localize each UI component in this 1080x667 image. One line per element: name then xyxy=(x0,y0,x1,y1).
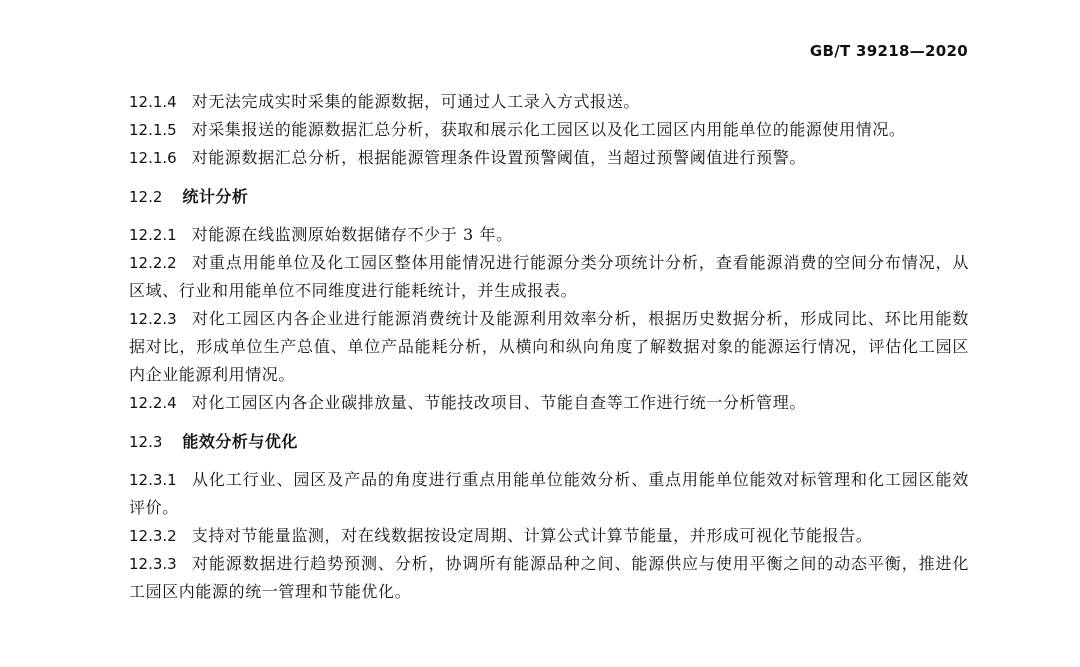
clause-12-1-6 xyxy=(129,144,969,172)
document-code: GB/T 39218—2020 xyxy=(809,42,968,60)
section-heading-12-2 xyxy=(129,183,969,211)
clause-12-3-2 xyxy=(129,522,969,550)
clause-text: 对采集报送的能源数据汇总分析，获取和展示化工园区以及化工园区内用能单位的能源使用情况。 xyxy=(191,120,906,139)
clause-text: 对化工园区内各企业进行能源消费统计及能源利用效率分析，根据历史数据分析，形成同比、环比用能数据对比，形成单位生产总值、单位产品能耗分析，从横向和纵向角度了解数据对象的能源运行情况，评估化工园区内企业能源利用情况。 xyxy=(129,309,969,384)
clause-text: 对无法完成实时采集的能源数据，可通过人工录入方式报送。 xyxy=(191,92,640,111)
clause-12-3-1 xyxy=(129,466,969,522)
clause-number: 12.3.2 xyxy=(129,527,177,545)
section-number: 12.2 xyxy=(129,188,163,206)
clause-text: 对重点用能单位及化工园区整体用能情况进行能源分类分项统计分析，查看能源消费的空间分布情况，从区域、行业和用能单位不同维度进行能耗统计，并生成报表。 xyxy=(129,253,969,300)
clause-number: 12.3.1 xyxy=(129,471,177,489)
clause-text: 对化工园区内各企业碳排放量、节能技改项目、节能自查等工作进行统一分析管理。 xyxy=(191,393,806,412)
clause-number: 12.1.5 xyxy=(129,121,177,139)
clause-text: 对能源数据汇总分析，根据能源管理条件设置预警阈值，当超过预警阈值进行预警。 xyxy=(191,148,806,167)
clause-text: 从化工行业、园区及产品的角度进行重点用能单位能效分析、重点用能单位能效对标管理和化工园区能效评价。 xyxy=(129,470,969,517)
section-number: 12.3 xyxy=(129,433,163,451)
clause-number: 12.2.1 xyxy=(129,226,177,244)
clause-12-2-3 xyxy=(129,305,969,389)
clause-12-1-4 xyxy=(129,88,969,116)
document-body xyxy=(129,88,969,606)
clause-12-2-2 xyxy=(129,249,969,305)
clause-number: 12.2.3 xyxy=(129,310,177,328)
clause-text: 对能源数据进行趋势预测、分析，协调所有能源品种之间、能源供应与使用平衡之间的动态平衡，推进化工园区内能源的统一管理和节能优化。 xyxy=(129,554,969,601)
clause-number: 12.1.4 xyxy=(129,93,177,111)
clause-12-2-1 xyxy=(129,221,969,249)
clause-number: 12.3.3 xyxy=(129,555,177,573)
clause-text: 支持对节能量监测，对在线数据按设定周期、计算公式计算节能量，并形成可视化节能报告。 xyxy=(191,526,873,545)
clause-12-1-5 xyxy=(129,116,969,144)
clause-number: 12.2.4 xyxy=(129,394,177,412)
clause-number: 12.1.6 xyxy=(129,149,177,167)
section-title: 能效分析与优化 xyxy=(182,432,298,451)
clause-12-3-3 xyxy=(129,550,969,606)
clause-text: 对能源在线监测原始数据储存不少于 3 年。 xyxy=(191,225,513,244)
section-title: 统计分析 xyxy=(182,187,249,206)
clause-number: 12.2.2 xyxy=(129,254,177,272)
clause-12-2-4 xyxy=(129,389,969,417)
section-heading-12-3 xyxy=(129,428,969,456)
